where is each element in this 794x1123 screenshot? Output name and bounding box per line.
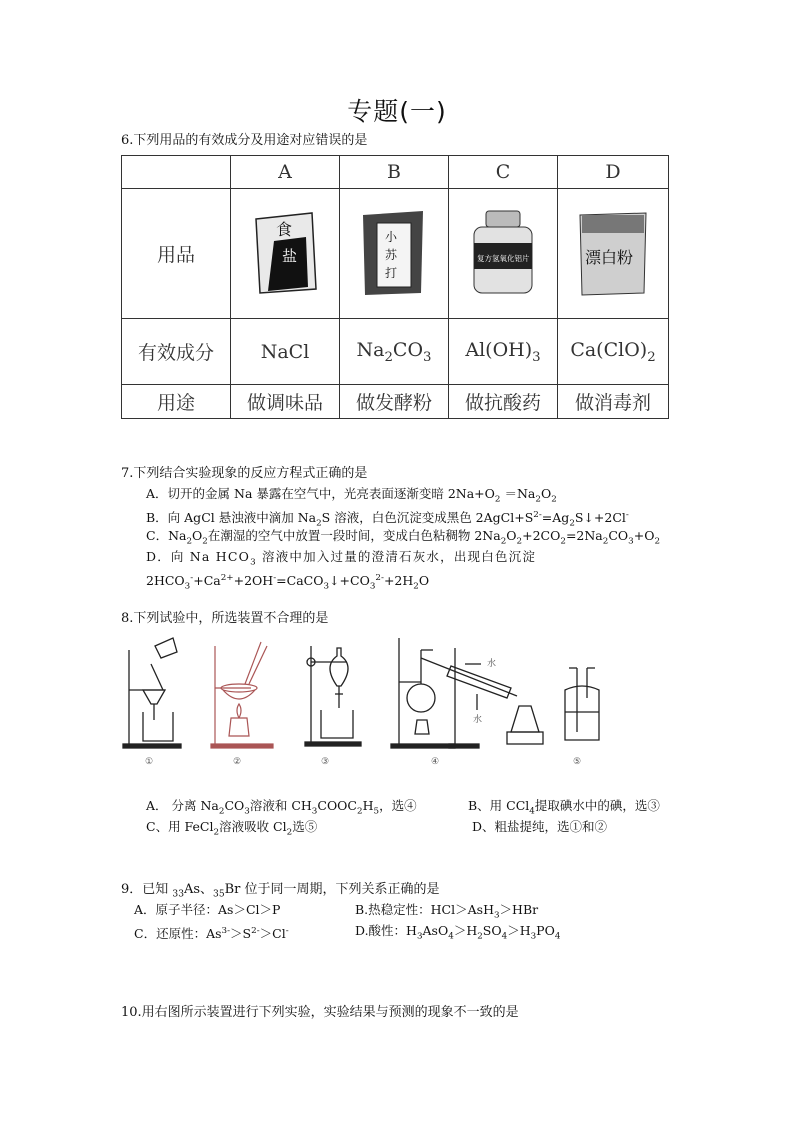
baking-soda-bag-image	[355, 201, 433, 301]
apparatus-label-5: ⑤	[573, 757, 582, 767]
water-out-label: 水	[487, 659, 497, 669]
apparatus-4-distillation	[391, 638, 543, 748]
salt-label-char2: 盐	[282, 247, 298, 265]
apparatus-5-gas-washing-bottle	[565, 668, 599, 740]
question-9-stem: 9．已知 $_{33}$As、$_{35}$Br 位于同一周期，下列关系正确的是	[121, 882, 440, 900]
question-8-option-c: C、用 FeCl$_2$溶液吸收 $Cl_2$选⑤	[146, 819, 318, 838]
question-10-stem: 10.用右图所示装置进行下列实验，实验结果与预测的现象不一致的是	[121, 1005, 519, 1020]
component-a: NaCl	[231, 319, 340, 385]
antacid-bottle-image	[464, 201, 542, 301]
question-7-option-c: C．$Na_2O_2$在潮湿的空气中放置一段时间，变成白色粘稠物 $2Na_2O_2+2CO_2=2Na_2CO_3+O_2$	[146, 528, 661, 547]
question-8-option-d: D、粗盐提纯，选①和②	[472, 819, 608, 834]
question-8-option-b: B、用 CCl$_4$提取碘水中的碘，选③	[468, 798, 660, 817]
apparatus-1-filtration	[123, 638, 181, 748]
table-row-uses	[122, 385, 669, 419]
apparatus-label-3: ③	[321, 757, 330, 767]
column-header-a: A	[231, 156, 340, 189]
table-row-components	[122, 319, 669, 385]
item-antacid-cell	[449, 189, 558, 319]
apparatus-3-separatory-funnel	[305, 646, 361, 746]
product-table	[121, 155, 669, 419]
apparatus-label-1: ①	[145, 757, 154, 767]
water-in-label: 水	[473, 715, 483, 725]
use-b: 做发酵粉	[340, 385, 449, 419]
column-header-b: B	[340, 156, 449, 189]
apparatus-label-4: ④	[431, 757, 440, 767]
apparatus-label-2: ②	[233, 757, 242, 767]
use-c: 做抗酸药	[449, 385, 558, 419]
baking-soda-char3: 打	[385, 266, 398, 280]
question-9-option-a: A．原子半径：As＞Cl＞P	[134, 902, 281, 917]
table-header-row	[122, 156, 669, 189]
component-d: $Ca(ClO)_2$	[558, 319, 669, 385]
apparatus-figure	[115, 628, 615, 770]
question-8-stem: 8.下列试验中，所选装置不合理的是	[121, 611, 329, 626]
bleach-label: 漂白粉	[585, 248, 634, 267]
column-header-c: C	[449, 156, 558, 189]
question-8-option-a: A． 分离 $Na_2CO_3$溶液和 $CH_3COOC_2H_5$，选④	[146, 798, 417, 817]
use-d: 做消毒剂	[558, 385, 669, 419]
item-salt-cell	[231, 189, 340, 319]
use-a: 做调味品	[231, 385, 340, 419]
row-label-items: 用品	[122, 189, 231, 319]
salt-label-char1: 食	[276, 220, 293, 239]
question-7-stem: 7.下列结合实验现象的反应方程式正确的是	[121, 466, 368, 481]
antacid-label: 复方氢氧化铝片	[477, 254, 530, 263]
question-9-option-b: B.热稳定性：HCl＞AsH$_3$＞HBr	[355, 902, 539, 921]
column-header-d: D	[558, 156, 669, 189]
baking-soda-char1: 小	[385, 230, 398, 244]
question-9-option-d: D.酸性：$H_3AsO_4>H_2SO_4>H_3PO_4$	[355, 923, 561, 942]
salt-bag-image	[246, 201, 324, 301]
component-c: $Al(OH)_3$	[449, 319, 558, 385]
bleach-bag-image	[574, 201, 652, 301]
question-7-option-d-equation: $2HCO_3^-+Ca^{2+}+2OH^-=CaCO_3↓+CO_3^{2-}+2H_2O$	[146, 573, 430, 592]
page-title: 专题(一)	[347, 97, 447, 126]
question-7-option-d: D．向 Na $HCO_3$ 溶液中加入过量的澄清石灰水，出现白色沉淀	[146, 549, 537, 568]
question-6-stem: 6.下列用品的有效成分及用途对应错误的是	[121, 133, 368, 148]
item-bleach-cell	[558, 189, 669, 319]
question-7-option-b: B．向 AgCl 悬浊液中滴加 $Na_2S$ 溶液，白色沉淀变成黑色 $2AgCl+S^{2-}=Ag_2S↓+2Cl^-$	[146, 510, 629, 529]
item-baking-soda-cell	[340, 189, 449, 319]
table-row-items	[122, 189, 669, 319]
question-9-option-c: C．还原性：$As^{3-}>S^{2-}>Cl^-$	[134, 926, 289, 942]
question-7-option-a: A．切开的金属 Na 暴露在空气中，光亮表面逐渐变暗 $2Na+O_2 =Na_2O_2$	[146, 486, 557, 505]
row-label-uses: 用途	[122, 385, 231, 419]
apparatus-2-evaporation	[211, 642, 273, 748]
component-b: $Na_2CO_3$	[340, 319, 449, 385]
table-corner-cell	[122, 156, 231, 189]
row-label-components: 有效成分	[122, 319, 231, 385]
baking-soda-char2: 苏	[385, 248, 398, 262]
